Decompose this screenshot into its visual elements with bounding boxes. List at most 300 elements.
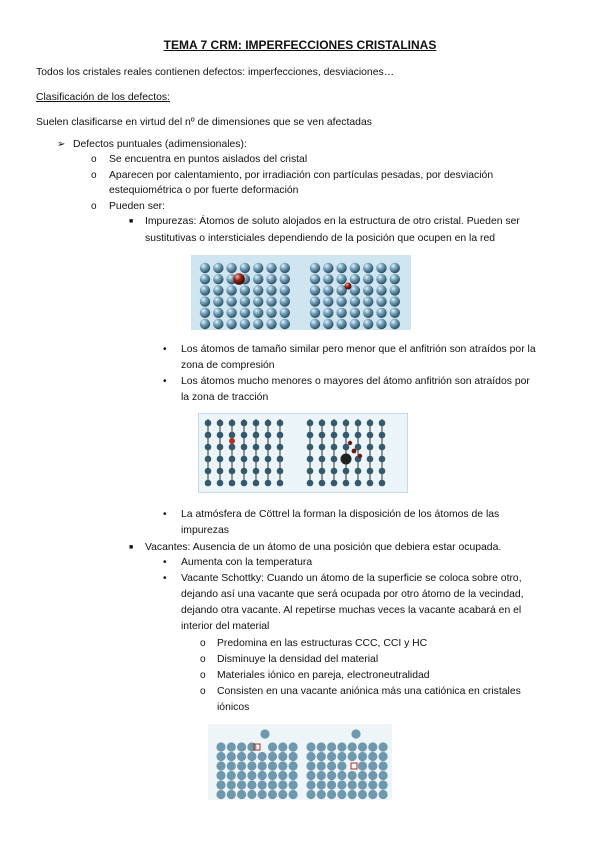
list-item: Disminuye la densidad del material [217,654,379,665]
lattice-atom [213,285,223,295]
lattice-atom [376,274,386,284]
chain-atom [241,420,248,427]
lattice-atom [289,752,298,761]
chain-atom [319,480,326,487]
chain-atom [205,468,212,475]
circle-bullet-icon: o [200,654,206,665]
list-item: zona de compresión [181,360,275,371]
interstitial-impurity-atom [345,283,352,290]
lattice-atom [200,285,210,295]
chain-atom [355,432,362,439]
chain-atom [241,480,248,487]
list-item: impurezas [181,525,229,536]
lattice-atom [237,752,246,761]
lattice-atom [306,780,315,789]
chain-atom [265,432,272,439]
lattice-atom [240,263,250,273]
chain-atom [229,432,236,439]
lattice-atom [358,761,367,770]
lattice-atom [247,771,256,780]
lattice-atom [253,285,263,295]
chain-atom [253,468,260,475]
lattice-atom [213,308,223,318]
impurezas-text: Impurezas: Átomos de soluto alojados en la estructura de otro cristal. Pueden ser [145,216,520,227]
intro-text: Todos los cristales reales contienen defectos: imperfecciones, desviaciones… [36,67,395,78]
lattice-atom [216,780,225,789]
lattice-atom [363,319,373,329]
lattice-atom [358,752,367,761]
lattice-atom [390,296,400,306]
lattice-atom [268,780,277,789]
chain-atom [319,456,326,463]
lattice-atom [237,790,246,799]
lattice-atom [240,285,250,295]
lattice-atom [258,771,267,780]
chain-atom [367,468,374,475]
lattice-atom [268,742,277,751]
list-item: La atmósfera de Cöttrel la forman la disposición de los átomos de las [181,509,500,520]
point-defects-heading: Defectos puntuales (adimensionales): [73,139,247,150]
lattice-atom [368,742,377,751]
lattice-atom [306,752,315,761]
chain-atom [343,420,350,427]
lattice-atom [306,742,315,751]
chain-atom [343,480,350,487]
lattice-atom [216,771,225,780]
lattice-atom [350,308,360,318]
chain-atom [217,480,224,487]
list-item: Consisten en una vacante aniónica más una catiónica en cristales [217,686,521,697]
dot-bullet-icon: • [163,376,167,387]
lattice-atom [323,296,333,306]
lattice-atom [200,274,210,284]
lattice-atom [240,308,250,318]
surface-atom [260,729,269,738]
list-item: Pueden ser: [109,201,166,212]
lattice-atom [368,752,377,761]
lattice-atom [280,308,290,318]
lattice-atom [327,742,336,751]
lattice-atom [317,780,326,789]
lattice-atom [376,285,386,295]
classification-heading: Clasificación de los defectos: [36,92,170,103]
chain-atom [307,420,314,427]
list-item: dejando así una vacante que será ocupada por otro átomo de la vecindad, [181,589,524,600]
list-item: Materiales iónico en pareja, electroneutralidad [217,670,430,681]
lattice-atom [310,319,320,329]
lattice-atom [350,263,360,273]
lattice-atom [213,274,223,284]
chain-atom [379,420,386,427]
chain-atom [205,444,212,451]
chain-atom [277,432,284,439]
lattice-atom [337,780,346,789]
lattice-atom [266,296,276,306]
lattice-atom [317,752,326,761]
lattice-atom [390,274,400,284]
lattice-atom [266,263,276,273]
chain-atom [319,444,326,451]
lattice-atom [278,790,287,799]
lattice-atom [240,319,250,329]
lattice-atom [379,771,388,780]
lattice-atom [278,752,287,761]
lattice-atom [266,319,276,329]
lattice-atom [200,296,210,306]
schottky-vacancy-figure [208,724,392,800]
chain-atom [379,432,386,439]
lattice-atom [280,263,290,273]
lattice-atom [200,319,210,329]
lattice-atom [323,308,333,318]
chain-atom [253,480,260,487]
lattice-atom [337,752,346,761]
chain-atom [277,420,284,427]
lattice-atom [278,771,287,780]
chain-atom [217,420,224,427]
lattice-atom [213,296,223,306]
lattice-atom [310,274,320,284]
chain-atom [265,468,272,475]
lattice-atom [266,274,276,284]
lattice-atom [289,780,298,789]
dot-bullet-icon: • [163,573,167,584]
lattice-atom [337,790,346,799]
lattice-atom [237,742,246,751]
lattice-atom [350,274,360,284]
lattice-atom [258,780,267,789]
lattice-atom [253,296,263,306]
chain-atom [265,420,272,427]
list-item: Aumenta con la temperatura [181,557,313,568]
chain-atom [379,468,386,475]
lattice-atom [268,761,277,770]
lattice-atom [376,308,386,318]
lattice-atom [289,761,298,770]
lattice-atom [226,285,236,295]
lattice-atom [200,308,210,318]
large-impurity-atom [341,454,352,465]
lattice-atom [376,296,386,306]
arrow-bullet-icon: ➢ [57,139,66,150]
lattice-atom [237,771,246,780]
lattice-atom [280,274,290,284]
chain-atom [205,456,212,463]
chain-atom [331,420,338,427]
lattice-atom [336,274,346,284]
lattice-atom [310,296,320,306]
lattice-atom [268,771,277,780]
lattice-atom [310,285,320,295]
list-item: estequiométrica o por fuerte deformación [109,185,299,196]
lattice-atom [226,319,236,329]
lattice-atom [323,285,333,295]
chain-atom [367,456,374,463]
circle-bullet-icon: o [200,670,206,681]
lattice-atom [337,742,346,751]
square-bullet-icon: ■ [129,218,134,225]
lattice-atom [227,742,236,751]
lattice-atom [227,790,236,799]
lattice-atom [336,296,346,306]
lattice-atom [278,780,287,789]
small-impurity-atom [348,441,352,445]
cottrell-atmosphere-figure [198,413,408,493]
circle-bullet-icon: o [91,154,97,165]
lattice-atom [227,761,236,770]
lattice-atom [390,285,400,295]
chain-atom [217,468,224,475]
chain-atom [205,420,212,427]
chain-atom [307,456,314,463]
chain-atom [217,456,224,463]
lattice-atom [247,761,256,770]
chain-atom [229,456,236,463]
lattice-atom [227,771,236,780]
chain-atom [229,444,236,451]
chain-atom [217,444,224,451]
lattice-atom [348,752,357,761]
lattice-atom [376,263,386,273]
chain-atom [205,432,212,439]
lattice-atom [358,790,367,799]
lattice-atom [390,263,400,273]
lattice-atom [258,761,267,770]
chain-atom [265,444,272,451]
chain-atom [241,468,248,475]
chain-atom [307,468,314,475]
chain-atom [277,480,284,487]
lattice-atom [216,752,225,761]
lattice-atom [306,771,315,780]
lattice-atom [379,780,388,789]
lattice-atom [237,761,246,770]
lattice-atom [200,263,210,273]
chain-atom [241,444,248,451]
lattice-atom [327,780,336,789]
lattice-atom [323,319,333,329]
lattice-atom [348,771,357,780]
lattice-atom [379,761,388,770]
lattice-atom [240,296,250,306]
chain-atom [277,444,284,451]
lattice-atom [323,263,333,273]
circle-bullet-icon: o [200,686,206,697]
lattice-atom [216,742,225,751]
dot-bullet-icon: • [163,557,167,568]
lattice-atom [216,761,225,770]
lattice-atom [363,296,373,306]
chain-atom [367,444,374,451]
lattice-atom [348,742,357,751]
surface-atom [351,729,360,738]
lattice-atom [310,263,320,273]
lattice-atom [317,742,326,751]
lattice-atom [226,296,236,306]
chain-atom [307,432,314,439]
lattice-atom [317,771,326,780]
lattice-atom [247,752,256,761]
chain-atom [241,432,248,439]
lattice-atom [376,319,386,329]
list-item: Predomina en las estructuras CCC, CCI y HC [217,638,428,649]
chain-atom [355,468,362,475]
lattice-atom [327,790,336,799]
classification-text: Suelen clasificarse en virtud del nº de dimensiones que se ven afectadas [36,117,372,128]
lattice-atom [253,319,263,329]
chain-atom [331,444,338,451]
list-item: Vacante Schottky: Cuando un átomo de la superficie se coloca sobre otro, [181,573,522,584]
lattice-atom [278,742,287,751]
lattice-atom [216,790,225,799]
substitutional-impurity-atom [233,273,245,285]
chain-atom [265,456,272,463]
lattice-atom [363,285,373,295]
chain-atom [331,456,338,463]
list-item: la zona de tracción [181,392,269,403]
lattice-atom [237,780,246,789]
lattice-atom [280,296,290,306]
chain-atom [319,420,326,427]
lattice-atom [227,780,236,789]
lattice-atom [368,761,377,770]
lattice-atom [278,761,287,770]
chain-atom [205,480,212,487]
lattice-atom [226,263,236,273]
lattice-atom [337,771,346,780]
lattice-atom [336,263,346,273]
chain-atom [229,420,236,427]
chain-atom [253,420,260,427]
lattice-atom [253,308,263,318]
chain-atom [379,480,386,487]
list-item: Se encuentra en puntos aislados del cristal [109,154,308,165]
chain-atom [229,468,236,475]
lattice-atom [253,263,263,273]
lattice-atom [289,742,298,751]
lattice-atom [379,742,388,751]
circle-bullet-icon: o [91,201,97,212]
list-item: iónicos [217,702,250,713]
lattice-atom [258,790,267,799]
chain-atom [307,480,314,487]
chain-atom [343,468,350,475]
lattice-atom [310,308,320,318]
lattice-atom [327,771,336,780]
chain-atom [217,432,224,439]
lattice-atom [348,790,357,799]
list-item: interior del material [181,621,270,632]
lattice-atom [280,319,290,329]
dot-bullet-icon: • [163,509,167,520]
lattice-atom [327,752,336,761]
lattice-atom [306,761,315,770]
dot-bullet-icon: • [163,344,167,355]
chain-atom [319,432,326,439]
lattice-atom [363,308,373,318]
lattice-atom [368,771,377,780]
lattice-atom [213,263,223,273]
lattice-atom [317,790,326,799]
list-item: Los átomos de tamaño similar pero menor que el anfitrión son atraídos por la [181,344,536,355]
lattice-atom [266,308,276,318]
lattice-atom [363,263,373,273]
lattice-atom [253,274,263,284]
chain-atom [343,432,350,439]
lattice-atom [306,790,315,799]
chain-atom [379,444,386,451]
chain-atom [331,468,338,475]
lattice-atom [336,319,346,329]
lattice-atom [368,790,377,799]
lattice-atom [247,780,256,789]
lattice-atom [289,790,298,799]
impurity-atom [229,438,235,444]
impurezas-text: sustitutivas o intersticiales dependiendo de la posición que ocupen en la red [145,233,496,244]
lattice-atom [379,790,388,799]
list-item: Los átomos mucho menores o mayores del átomo anfitrión son atraídos por [181,376,530,387]
square-bullet-icon: ■ [129,544,134,551]
small-impurity-atom [358,454,362,458]
lattice-atom [350,296,360,306]
lattice-atom [368,780,377,789]
chain-atom [277,456,284,463]
lattice-atom [336,308,346,318]
chain-atom [265,480,272,487]
chain-atom [331,480,338,487]
lattice-atom [350,319,360,329]
small-impurity-atom [352,449,357,454]
lattice-atom [358,771,367,780]
lattice-atom [289,771,298,780]
chain-atom [253,432,260,439]
chain-atom [253,444,260,451]
lattice-atom [390,319,400,329]
list-item: Aparecen por calentamiento, por irradiación con partículas pesadas, por desviación [109,170,494,181]
lattice-atom [268,790,277,799]
chain-atom [379,456,386,463]
chain-atom [277,468,284,475]
chain-atom [241,456,248,463]
lattice-atom [258,752,267,761]
chain-atom [355,480,362,487]
chain-atom [331,432,338,439]
list-item: dejando otra vacante. Al repetirse muchas veces la vacante acabará en el [181,605,522,616]
chain-atom [319,468,326,475]
lattice-atom [327,761,336,770]
lattice-atom [227,752,236,761]
page-title: TEMA 7 CRM: IMPERFECCIONES CRISTALINAS [163,38,437,52]
lattice-atom [358,742,367,751]
chain-atom [307,444,314,451]
lattice-atom [280,285,290,295]
chain-atom [229,480,236,487]
chain-atom [343,444,350,451]
lattice-atom [268,752,277,761]
lattice-atom [379,752,388,761]
impurity-lattice-figure [191,255,411,330]
lattice-atom [358,780,367,789]
lattice-atom [337,761,346,770]
lattice-atom [390,308,400,318]
chain-atom [367,480,374,487]
lattice-atom [317,761,326,770]
chain-atom [253,456,260,463]
chain-atom [355,420,362,427]
lattice-atom [247,790,256,799]
circle-bullet-icon: o [91,170,97,181]
lattice-atom [348,780,357,789]
